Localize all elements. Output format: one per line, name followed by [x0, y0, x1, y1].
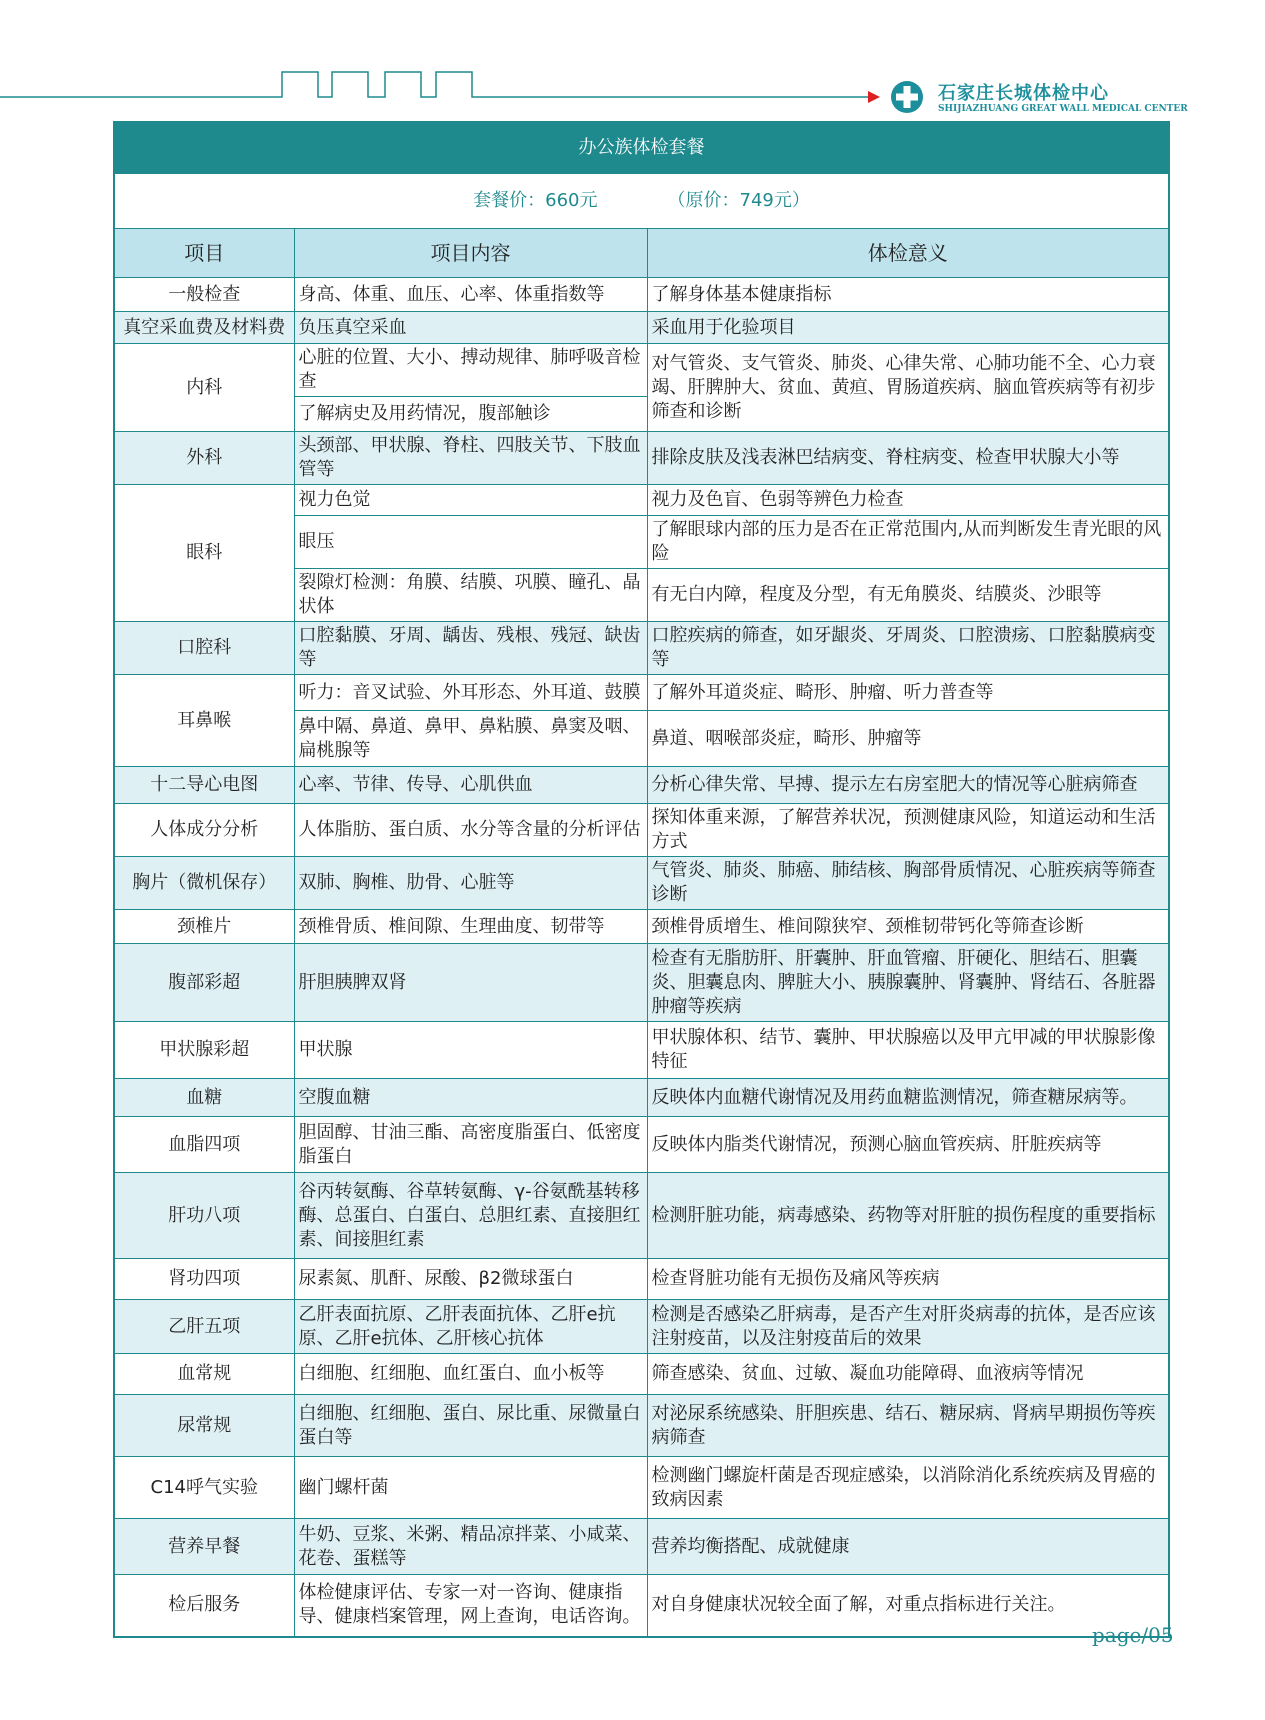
table-row: [114, 1079, 1169, 1117]
item-content: 颈椎骨质、椎间隙、生理曲度、韧带等: [294, 910, 647, 944]
item-meaning: 气管炎、肺炎、肺癌、肺结核、胸部骨质情况、心脏疾病等筛查诊断: [647, 857, 1169, 910]
table-row: [114, 1300, 1169, 1354]
item-content: 口腔黏膜、牙周、龋齿、残根、残冠、缺齿等: [294, 622, 647, 675]
item-meaning: 检查肾脏功能有无损伤及痛风等疾病: [647, 1259, 1169, 1300]
item-meaning: 了解身体基本健康指标: [647, 278, 1169, 312]
item-name: 营养早餐: [114, 1519, 294, 1575]
arrow-icon: [868, 91, 880, 103]
item-name: 耳鼻喉: [114, 675, 294, 767]
page-number: page/05: [1092, 1623, 1174, 1647]
item-name: 检后服务: [114, 1575, 294, 1637]
item-meaning: 有无白内障，程度及分型，有无角膜炎、结膜炎、沙眼等: [647, 569, 1169, 622]
item-meaning: 对泌尿系统感染、肝胆疾患、结石、糖尿病、肾病早期损伤等疾病筛查: [647, 1395, 1169, 1457]
table-row: [114, 804, 1169, 857]
item-meaning: 反映体内血糖代谢情况及用药血糖监测情况，筛查糖尿病等。: [647, 1079, 1169, 1117]
item-content: 肝胆胰脾双肾: [294, 944, 647, 1022]
item-content: 体检健康评估、专家一对一咨询、健康指导、健康档案管理，网上查询，电话咨询。: [294, 1575, 647, 1637]
item-meaning: 反映体内脂类代谢情况，预测心脑血管疾病、肝脏疾病等: [647, 1117, 1169, 1173]
item-content: 谷丙转氨酶、谷草转氨酶、γ-谷氨酰基转移酶、总蛋白、白蛋白、总胆红素、直接胆红素、间接胆红素: [294, 1173, 647, 1259]
item-meaning: 检测是否感染乙肝病毒，是否产生对肝炎病毒的抗体，是否应该注射疫苗，以及注射疫苗后的效果: [647, 1300, 1169, 1354]
item-content: 眼压: [294, 516, 647, 569]
table-row: [114, 485, 1169, 516]
table-row: [114, 622, 1169, 675]
item-content: 白细胞、红细胞、蛋白、尿比重、尿微量白蛋白等: [294, 1395, 647, 1457]
item-content: 胆固醇、甘油三酯、高密度脂蛋白、低密度脂蛋白: [294, 1117, 647, 1173]
table-row: [114, 1173, 1169, 1259]
table-row: [114, 1457, 1169, 1519]
item-meaning: 了解外耳道炎症、畸形、肿瘤、听力普查等: [647, 675, 1169, 711]
package-price: 套餐价：660元: [473, 190, 598, 211]
item-name: 肝功八项: [114, 1173, 294, 1259]
item-content: 裂隙灯检测：角膜、结膜、巩膜、瞳孔、晶状体: [294, 569, 647, 622]
item-meaning: 对气管炎、支气管炎、肺炎、心律失常、心肺功能不全、心力衰竭、肝脾肿大、贫血、黄疸、胃肠道疾病、脑血管疾病等有初步筛查和诊断: [647, 344, 1169, 432]
item-name: 内科: [114, 344, 294, 432]
item-content: 人体脂肪、蛋白质、水分等含量的分析评估: [294, 804, 647, 857]
table-row: [114, 312, 1169, 344]
header-line: [0, 72, 868, 97]
item-name: 肾功四项: [114, 1259, 294, 1300]
item-name: 血糖: [114, 1079, 294, 1117]
item-meaning: 探知体重来源，了解营养状况，预测健康风险，知道运动和生活方式: [647, 804, 1169, 857]
item-name: 一般检查: [114, 278, 294, 312]
item-content: 头颈部、甲状腺、脊柱、四肢关节、下肢血管等: [294, 432, 647, 485]
item-meaning: 检测肝脏功能，病毒感染、药物等对肝脏的损伤程度的重要指标: [647, 1173, 1169, 1259]
table-row: [114, 767, 1169, 804]
item-name: 胸片（微机保存）: [114, 857, 294, 910]
package-title: 办公族体检套餐: [114, 122, 1169, 174]
item-name: 血脂四项: [114, 1117, 294, 1173]
table-row: [114, 1354, 1169, 1395]
original-price: （原价：749元）: [667, 190, 810, 211]
table-row: [114, 344, 1169, 397]
item-content: 了解病史及用药情况，腹部触诊: [294, 397, 647, 432]
table-row: [114, 944, 1169, 1022]
item-content: 乙肝表面抗原、乙肝表面抗体、乙肝e抗原、乙肝e抗体、乙肝核心抗体: [294, 1300, 647, 1354]
item-name: 腹部彩超: [114, 944, 294, 1022]
item-meaning: 筛查感染、贫血、过敏、凝血功能障碍、血液病等情况: [647, 1354, 1169, 1395]
table-row: [114, 1117, 1169, 1173]
item-meaning: 口腔疾病的筛查，如牙龈炎、牙周炎、口腔溃疡、口腔黏膜病变等: [647, 622, 1169, 675]
item-name: 十二导心电图: [114, 767, 294, 804]
item-content: 双肺、胸椎、肋骨、心脏等: [294, 857, 647, 910]
item-meaning: 视力及色盲、色弱等辨色力检查: [647, 485, 1169, 516]
item-meaning: 鼻道、咽喉部炎症，畸形、肿瘤等: [647, 711, 1169, 767]
table-row: [114, 1395, 1169, 1457]
item-content: 负压真空采血: [294, 312, 647, 344]
item-meaning: 检测幽门螺旋杆菌是否现症感染，以消除消化系统疾病及胃癌的致病因素: [647, 1457, 1169, 1519]
item-content: 空腹血糖: [294, 1079, 647, 1117]
item-meaning: 营养均衡搭配、成就健康: [647, 1519, 1169, 1575]
column-header-content: 项目内容: [294, 229, 647, 278]
brand-name-en: SHIJIAZHUANG GREAT WALL MEDICAL CENTER: [938, 104, 1188, 114]
package-table: [113, 121, 1170, 1638]
item-content: 心率、节律、传导、心肌供血: [294, 767, 647, 804]
item-name: 真空采血费及材料费: [114, 312, 294, 344]
item-meaning: 颈椎骨质增生、椎间隙狭窄、颈椎韧带钙化等筛查诊断: [647, 910, 1169, 944]
item-meaning: 对自身健康状况较全面了解，对重点指标进行关注。: [647, 1575, 1169, 1637]
item-meaning: 采血用于化验项目: [647, 312, 1169, 344]
price-line: [114, 174, 1169, 229]
item-content: 甲状腺: [294, 1022, 647, 1079]
item-name: 颈椎片: [114, 910, 294, 944]
table-header-row: [114, 229, 1169, 278]
column-header-meaning: 体检意义: [647, 229, 1169, 278]
item-meaning: 检查有无脂肪肝、肝囊肿、肝血管瘤、肝硬化、胆结石、胆囊炎、胆囊息肉、脾脏大小、胰腺囊肿、肾囊肿、肾结石、各脏器肿瘤等疾病: [647, 944, 1169, 1022]
item-name: 血常规: [114, 1354, 294, 1395]
table-row: [114, 1022, 1169, 1079]
table-row: [114, 1575, 1169, 1637]
table-row: [114, 1519, 1169, 1575]
table-row: [114, 432, 1169, 485]
item-content: 视力色觉: [294, 485, 647, 516]
item-meaning: 分析心律失常、早搏、提示左右房室肥大的情况等心脏病筛查: [647, 767, 1169, 804]
item-content: 幽门螺杆菌: [294, 1457, 647, 1519]
item-meaning: 了解眼球内部的压力是否在正常范围内,从而判断发生青光眼的风险: [647, 516, 1169, 569]
table-row: [114, 675, 1169, 711]
column-header-item: 项目: [114, 229, 294, 278]
table-row: [114, 857, 1169, 910]
table-row: [114, 278, 1169, 312]
item-name: 外科: [114, 432, 294, 485]
item-name: 乙肝五项: [114, 1300, 294, 1354]
item-content: 尿素氮、肌酐、尿酸、β2微球蛋白: [294, 1259, 647, 1300]
item-content: 心脏的位置、大小、搏动规律、肺呼吸音检查: [294, 344, 647, 397]
table-row: [114, 1259, 1169, 1300]
item-content: 听力：音叉试验、外耳形态、外耳道、鼓膜: [294, 675, 647, 711]
brand-logo: [893, 76, 1193, 120]
item-content: 白细胞、红细胞、血红蛋白、血小板等: [294, 1354, 647, 1395]
item-content: 身高、体重、血压、心率、体重指数等: [294, 278, 647, 312]
item-meaning: 甲状腺体积、结节、囊肿、甲状腺癌以及甲亢甲减的甲状腺影像特征: [647, 1022, 1169, 1079]
item-meaning: 排除皮肤及浅表淋巴结病变、脊柱病变、检查甲状腺大小等: [647, 432, 1169, 485]
item-name: 人体成分分析: [114, 804, 294, 857]
item-name: 眼科: [114, 485, 294, 622]
item-name: 尿常规: [114, 1395, 294, 1457]
item-content: 鼻中隔、鼻道、鼻甲、鼻粘膜、鼻窦及咽、扁桃腺等: [294, 711, 647, 767]
table-row: [114, 910, 1169, 944]
brand-name-cn: 石家庄长城体检中心: [938, 83, 1109, 104]
item-content: 牛奶、豆浆、米粥、精品凉拌菜、小咸菜、花卷、蛋糕等: [294, 1519, 647, 1575]
item-name: C14呼气实验: [114, 1457, 294, 1519]
item-name: 甲状腺彩超: [114, 1022, 294, 1079]
item-name: 口腔科: [114, 622, 294, 675]
